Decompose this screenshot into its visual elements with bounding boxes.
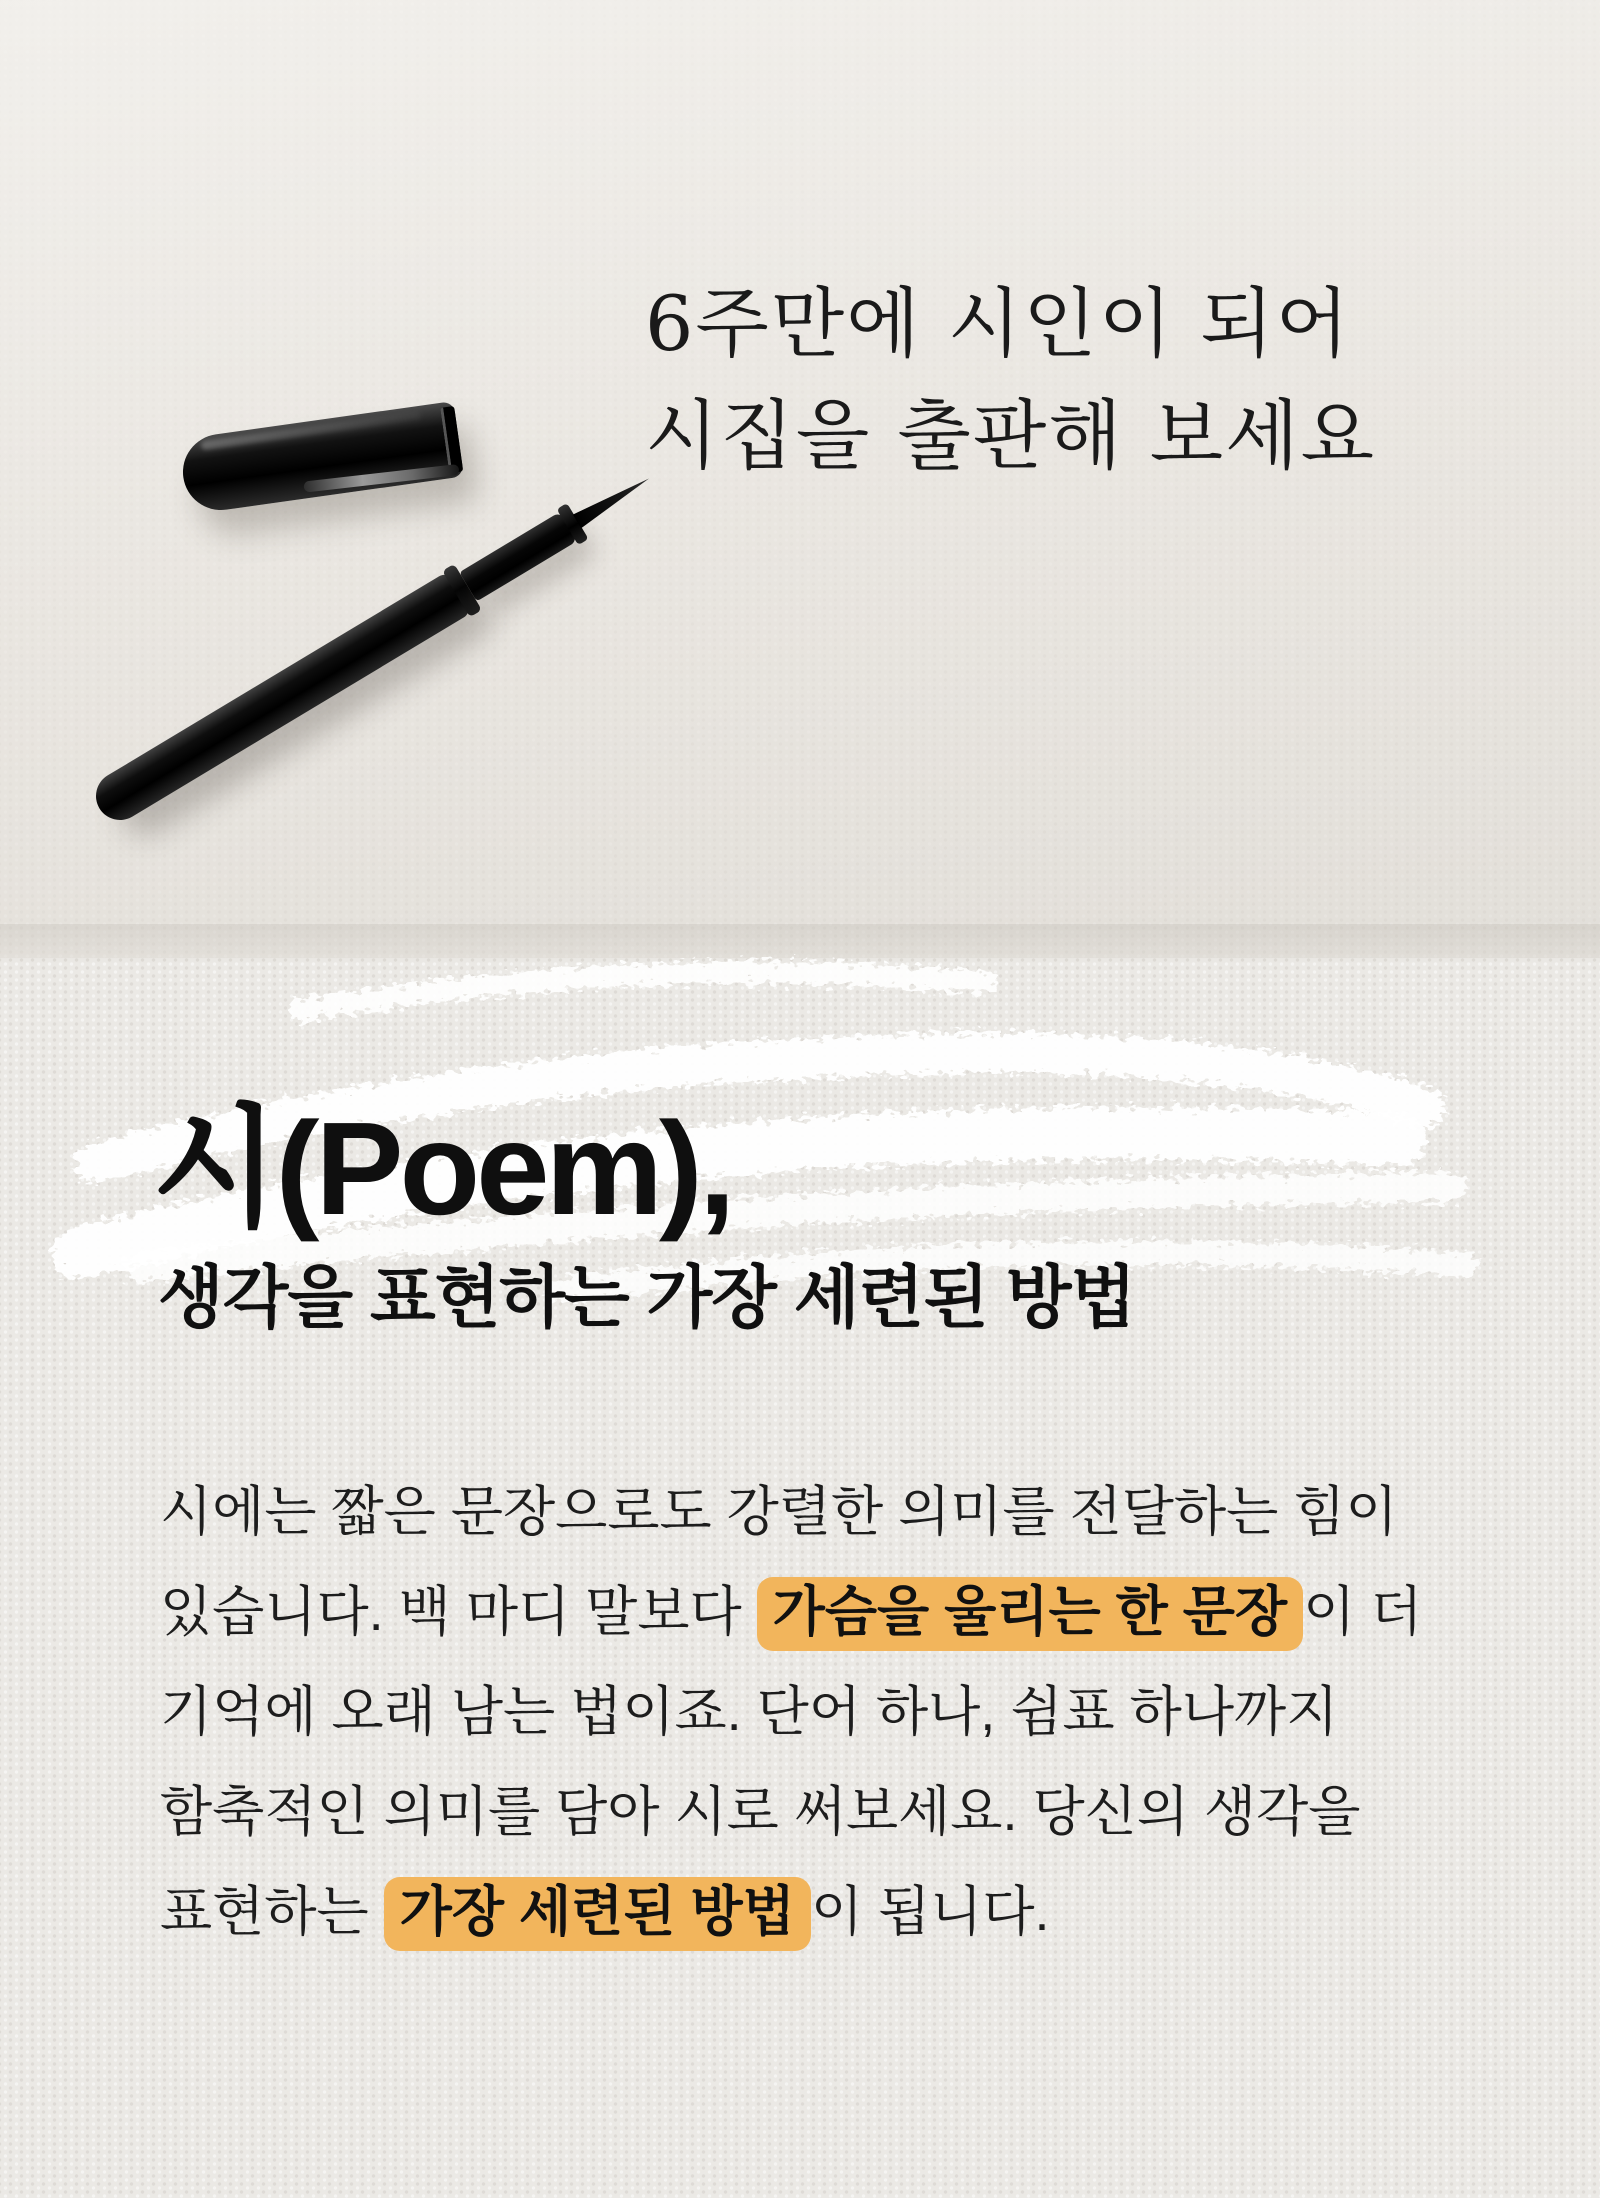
pen-clip (303, 464, 459, 493)
body-text: 함축적인 의미를 담아 시로 써보세요. 당신의 생각을 (160, 1782, 1361, 1842)
poem-title: 시(Poem), (152, 1095, 732, 1242)
hero-photo-section (0, 0, 1600, 958)
hero-headline (645, 268, 1376, 492)
pen-barrel (87, 571, 472, 828)
poem-subtitle: 생각을 표현하는 가장 세련된 방법 (158, 1260, 1136, 1336)
body-text: 표현하는 (160, 1882, 384, 1942)
hero-headline-line-1: 6주만에 시인이 되어 (645, 279, 1351, 368)
body-line (160, 1462, 1520, 1562)
body-line (160, 1762, 1520, 1862)
highlight-text: 가장 세련된 방법 (384, 1877, 811, 1951)
body-text: 기억에 오래 남는 법이죠. 단어 하나, 쉼표 하나까지 (160, 1682, 1339, 1742)
body-line (160, 1662, 1520, 1762)
body-line (160, 1862, 1520, 1962)
pen-section (459, 512, 578, 602)
body-text: 이 됩니다. (810, 1882, 1050, 1942)
body-text: 있습니다. 백 마디 말보다 (160, 1582, 757, 1642)
body-line (160, 1562, 1520, 1662)
body-text: 시에는 짧은 문장으로도 강렬한 의미를 전달하는 힘이 (160, 1482, 1398, 1542)
pen-brush-tip (573, 471, 653, 528)
highlight-text: 가슴을 울리는 한 문장 (757, 1577, 1303, 1651)
body-paragraph (160, 1462, 1520, 1962)
brush-pen-photo (87, 458, 660, 829)
hero-headline-line-2: 시집을 출판해 보세요 (645, 391, 1377, 480)
pen-cap (178, 401, 464, 515)
body-text: 이 더 (1303, 1582, 1423, 1642)
pen-cap-opening (440, 406, 463, 473)
